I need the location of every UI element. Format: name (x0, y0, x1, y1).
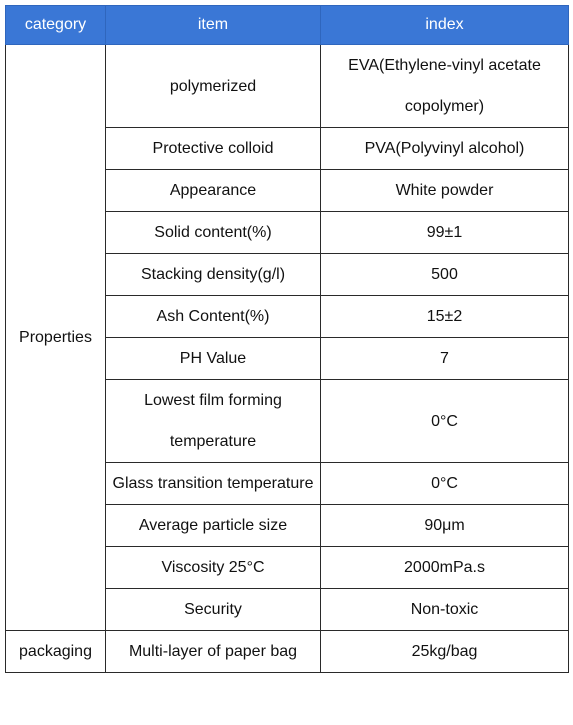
index-cell: 90μm (321, 505, 569, 547)
header-category: category (6, 6, 106, 45)
spec-table (5, 5, 569, 673)
item-cell: Protective colloid (106, 128, 321, 170)
item-cell: polymerized (106, 45, 321, 128)
index-cell: 2000mPa.s (321, 547, 569, 589)
item-cell: Average particle size (106, 505, 321, 547)
index-cell: 7 (321, 338, 569, 380)
header-index: index (321, 6, 569, 45)
item-cell: Lowest film forming temperature (106, 380, 321, 463)
item-cell: Solid content(%) (106, 212, 321, 254)
index-cell: EVA(Ethylene-vinyl acetate copolymer) (321, 45, 569, 128)
item-cell: Appearance (106, 170, 321, 212)
item-cell: Viscosity 25°C (106, 547, 321, 589)
item-cell: Stacking density(g/l) (106, 254, 321, 296)
index-cell: 15±2 (321, 296, 569, 338)
item-cell: PH Value (106, 338, 321, 380)
header-row (6, 6, 569, 45)
table-row-packaging (6, 631, 569, 673)
item-cell: Multi-layer of paper bag (106, 631, 321, 673)
item-cell: Ash Content(%) (106, 296, 321, 338)
index-cell: 0°C (321, 463, 569, 505)
item-cell: Glass transition temperature (106, 463, 321, 505)
item-cell: Security (106, 589, 321, 631)
index-cell: Non-toxic (321, 589, 569, 631)
header-item: item (106, 6, 321, 45)
category-properties: Properties (6, 45, 106, 631)
index-cell: 99±1 (321, 212, 569, 254)
table-row (6, 45, 569, 128)
index-cell: 500 (321, 254, 569, 296)
index-cell: PVA(Polyvinyl alcohol) (321, 128, 569, 170)
index-cell: White powder (321, 170, 569, 212)
index-cell: 25kg/bag (321, 631, 569, 673)
index-cell: 0°C (321, 380, 569, 463)
category-packaging: packaging (6, 631, 106, 673)
